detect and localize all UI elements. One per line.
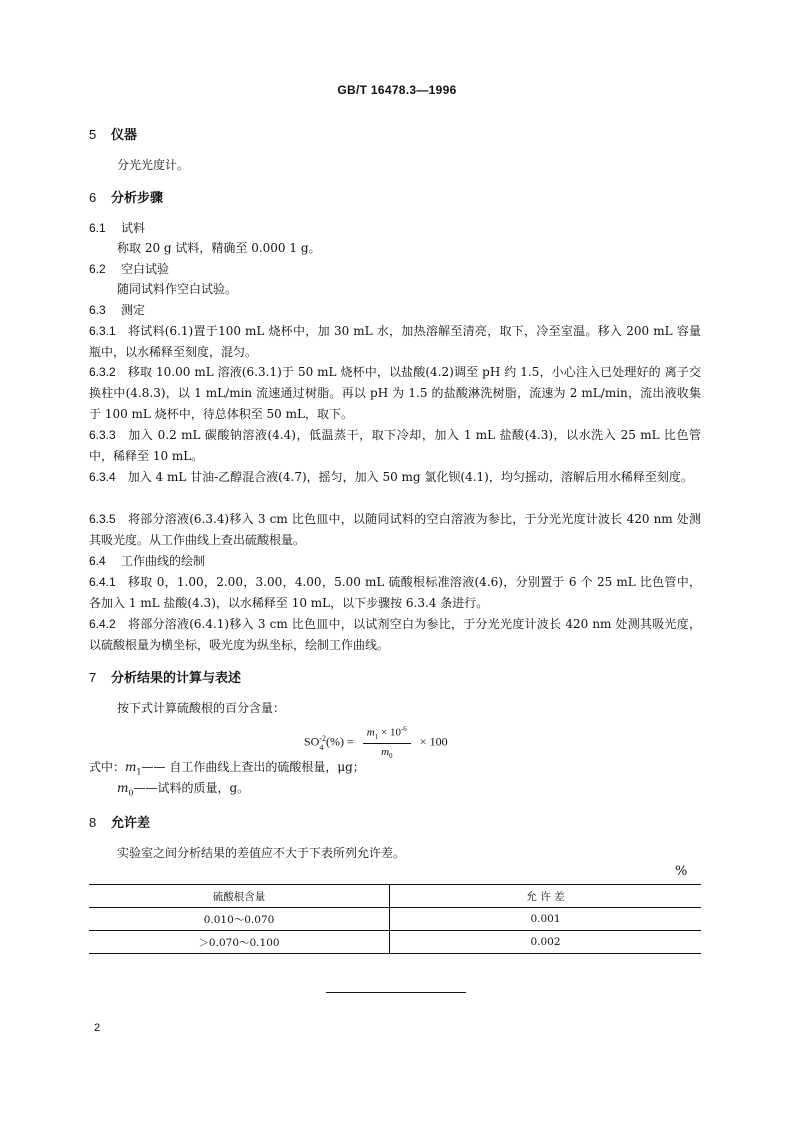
sulfate-formula xyxy=(304,725,448,760)
formula-lhs-sub: 4 xyxy=(319,742,324,752)
formula-exponent: -6 xyxy=(400,725,407,733)
table-header-row xyxy=(89,885,701,908)
paragraph-6-3-2 xyxy=(89,362,701,425)
formula-where-line-2 xyxy=(117,778,249,803)
formula-sub-0: 0 xyxy=(389,752,393,761)
where-var-m0: m xyxy=(117,781,129,795)
paragraph-number: 6.4.1 xyxy=(89,575,116,589)
formula-times-ten: × 10 xyxy=(378,726,401,739)
where-var-m1: m xyxy=(125,760,137,774)
where-desc-1: —— 自工作曲线上查出的硫酸根量，μg； xyxy=(141,760,365,774)
section-7-heading xyxy=(89,667,241,686)
paragraph-text: 将试料(6.1)置于100 mL 烧杯中，加 30 mL 水，加热溶解至清亮，取下，冷至室温。移入 200 mL 容量瓶中，以水稀释至刻度，混匀。 xyxy=(89,324,701,359)
page-header: GB/T 16478.3—1996 xyxy=(337,83,457,97)
subsection-6-4-heading xyxy=(89,551,205,572)
formula-lhs-rest: (%) = xyxy=(326,734,354,749)
paragraph-text: 加入 4 mL 甘油-乙醇混合液(4.7)，摇匀，加入 50 mg 氯化钡(4.1)，均匀摇动，溶解后用水稀释至刻度。 xyxy=(127,470,693,484)
formula-sub-1: 1 xyxy=(374,732,379,741)
section-5-body: 分光光度计。 xyxy=(117,158,190,172)
paragraph-6-4-2 xyxy=(89,614,701,656)
paragraph-6-3-3 xyxy=(89,425,701,467)
section-7-intro: 按下式计算硫酸根的百分含量： xyxy=(117,701,286,715)
section-5-heading xyxy=(89,124,137,143)
subsection-6-1-body: 称取 20 g 试料，精确至 0.000 1 g。 xyxy=(117,241,321,255)
table-cell-tolerance: 0.002 xyxy=(390,931,702,954)
paragraph-number: 6.4.2 xyxy=(89,617,116,631)
subsection-title: 试料 xyxy=(121,221,146,235)
paragraph-text: 将部分溶液(6.3.4)移入 3 cm 比色皿中，以随同试料的空白溶液为参比，于分光光度计波长 420 nm 处测其吸光度。从工作曲线上查出硫酸根量。 xyxy=(89,512,701,547)
paragraph-number: 6.3.4 xyxy=(89,470,116,484)
section-title: 分析结果的计算与表述 xyxy=(111,671,242,686)
tolerance-table xyxy=(89,884,701,954)
table-row xyxy=(89,908,701,931)
subsection-number: 6.2 xyxy=(89,262,106,276)
subsection-6-2-body: 随同试料作空白试验。 xyxy=(117,282,238,296)
section-6-heading xyxy=(89,187,163,206)
paragraph-number: 6.3.5 xyxy=(89,512,116,526)
paragraph-6-4-1 xyxy=(89,572,701,614)
subsection-number: 6.1 xyxy=(89,221,106,235)
section-number: 5 xyxy=(89,127,97,142)
table-header-content: 硫酸根含量 xyxy=(89,885,390,908)
subsection-title: 测定 xyxy=(121,303,146,317)
page-number: 2 xyxy=(94,1022,101,1034)
formula-denominator xyxy=(363,744,411,760)
paragraph-text: 将部分溶液(6.4.1)移入 3 cm 比色皿中，以试剂空白为参比，于分光光度计波长 420 nm 处测其吸光度，以硫酸根量为横坐标，吸光度为纵坐标，绘制工作曲线。 xyxy=(89,617,701,652)
section-title: 仪器 xyxy=(111,128,138,143)
table-cell-content: ＞0.070～0.100 xyxy=(89,931,390,954)
section-8-body: 实验室之间分析结果的差值应不大于下表所列允许差。 xyxy=(117,846,406,860)
paragraph-6-3-5 xyxy=(89,509,701,551)
formula-lhs-sup: -2 xyxy=(319,733,327,743)
formula-fraction xyxy=(363,725,411,760)
table-cell-content: 0.010～0.070 xyxy=(89,908,390,931)
subsection-number: 6.4 xyxy=(89,554,106,568)
formula-lhs-base: SO xyxy=(304,734,320,749)
table-row xyxy=(89,931,701,954)
subsection-6-2-heading xyxy=(89,259,169,280)
formula-rhs: × 100 xyxy=(419,734,448,749)
where-sub-1: 1 xyxy=(136,767,142,777)
paragraph-number: 6.3.3 xyxy=(89,428,116,442)
table-header-tolerance: 允 许 差 xyxy=(390,885,702,908)
subsection-title: 工作曲线的绘制 xyxy=(121,554,206,568)
where-prefix: 式中： xyxy=(89,760,126,774)
paragraph-text: 加入 0.2 mL 碳酸钠溶液(4.4)，低温蒸干，取下冷却，加入 1 mL 盐酸(4.3)，以水洗入 25 mL 比色管中，稀释至 10 mL。 xyxy=(89,428,701,463)
paragraph-text: 移取 10.00 mL 溶液(6.3.1)于 50 mL 烧杯中，以盐酸(4.2)调至 pH 约 1.5，小心注入已处理好的 离子交换柱中(4.8.3)，以 1 mL/min 流速通过树脂。再以 pH 为 1.5 的盐酸淋洗树脂，流速为 2 mL/min，流出液收集于 100 mL 烧杯中，待总体积至 50 mL，取下。 xyxy=(89,365,701,421)
paragraph-number: 6.3.1 xyxy=(89,324,116,338)
paragraph-6-3-1 xyxy=(89,321,701,363)
table-cell-tolerance: 0.001 xyxy=(390,908,702,931)
section-number: 8 xyxy=(89,815,97,830)
formula-var-m0: m xyxy=(381,745,390,758)
paragraph-text: 移取 0，1.00，2.00，3.00，4.00，5.00 mL 硫酸根标准溶液(4.6)，分别置于 6 个 25 mL 比色管中，各加入 1 mL 盐酸(4.3)，以水稀释至 10 mL，以下步骤按 6.3.4 条进行。 xyxy=(89,575,701,610)
section-title: 分析步骤 xyxy=(111,191,164,206)
paragraph-6-3-4 xyxy=(89,467,701,488)
subsection-6-3-heading xyxy=(89,300,145,321)
formula-numerator xyxy=(363,725,411,744)
where-desc-2: ——试料的质量，g。 xyxy=(133,781,250,795)
section-8-heading xyxy=(89,812,150,831)
table-unit-label: % xyxy=(675,864,688,879)
end-divider xyxy=(326,992,466,993)
section-number: 6 xyxy=(89,190,97,205)
subsection-number: 6.3 xyxy=(89,303,106,317)
subsection-6-1-heading xyxy=(89,218,145,239)
section-title: 允许差 xyxy=(111,816,151,831)
where-sub-0: 0 xyxy=(128,788,134,798)
section-number: 7 xyxy=(89,670,97,685)
paragraph-number: 6.3.2 xyxy=(89,365,116,379)
formula-var-m1: m xyxy=(366,726,375,739)
subsection-title: 空白试验 xyxy=(121,262,170,276)
